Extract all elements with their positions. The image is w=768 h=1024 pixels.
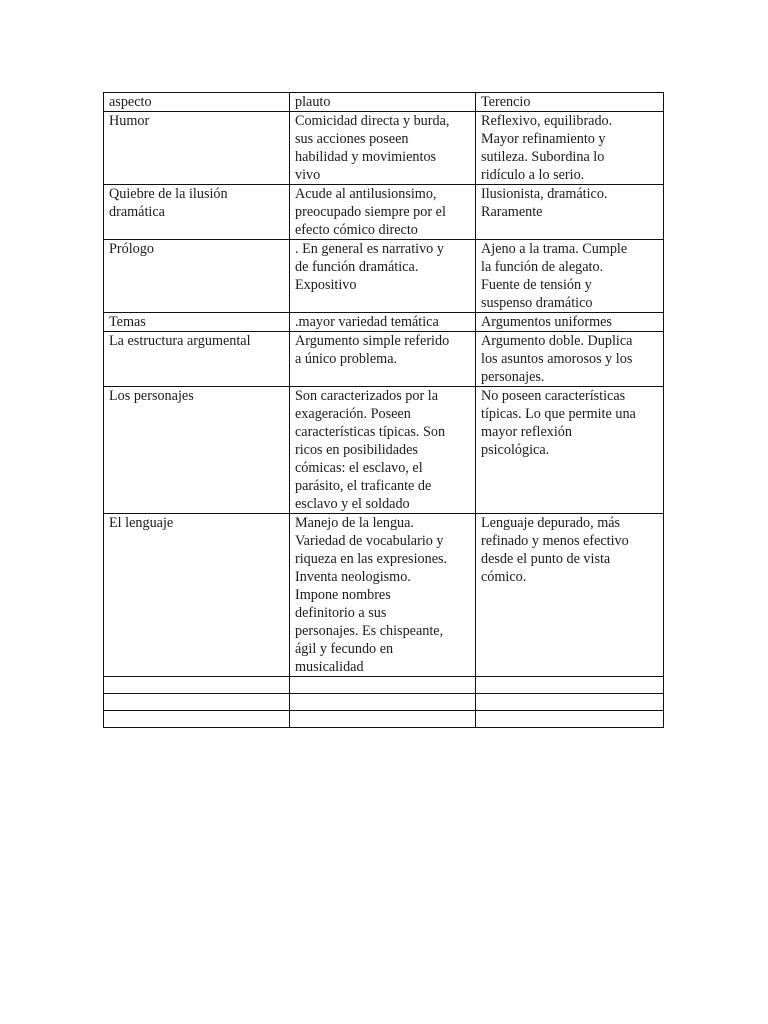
terencio-cell: Argumento doble. Duplica los asuntos amorosos y los personajes. (476, 332, 664, 387)
table-row-humor (104, 112, 664, 185)
aspect-cell: Humor (104, 112, 290, 185)
terencio-cell: No poseen características típicas. Lo que permite una mayor reflexión psicológica. (476, 387, 664, 514)
header-cell-plauto: plauto (290, 93, 476, 112)
plauto-cell: Comicidad directa y burda, sus acciones poseen habilidad y movimientos vivo (290, 112, 476, 185)
empty-cell (104, 677, 290, 694)
empty-cell (104, 711, 290, 728)
table-row-temas (104, 313, 664, 332)
empty-cell (290, 677, 476, 694)
table-row-empty (104, 677, 664, 694)
plauto-cell: Son caracterizados por la exageración. Poseen características típicas. Son ricos en posibilidades cómicas: el esclavo, el parásito, el traficante de esclavo y el soldado (290, 387, 476, 514)
table-row-empty (104, 711, 664, 728)
plauto-cell: .mayor variedad temática (290, 313, 476, 332)
header-cell-terencio: Terencio (476, 93, 664, 112)
plauto-cell: Argumento simple referido a único problema. (290, 332, 476, 387)
comparison-table (103, 92, 664, 728)
terencio-cell: Lenguaje depurado, más refinado y menos efectivo desde el punto de vista cómico. (476, 514, 664, 677)
empty-cell (104, 694, 290, 711)
aspect-cell: Prólogo (104, 240, 290, 313)
terencio-cell: Ilusionista, dramático. Raramente (476, 185, 664, 240)
table-row-estructura (104, 332, 664, 387)
terencio-cell: Argumentos uniformes (476, 313, 664, 332)
table-row-quiebre (104, 185, 664, 240)
aspect-cell: Quiebre de la ilusión dramática (104, 185, 290, 240)
empty-cell (476, 694, 664, 711)
table-row-empty (104, 694, 664, 711)
empty-cell (290, 711, 476, 728)
empty-cell (290, 694, 476, 711)
empty-cell (476, 677, 664, 694)
header-cell-aspecto: aspecto (104, 93, 290, 112)
table-row-prologo (104, 240, 664, 313)
table-row-lenguaje (104, 514, 664, 677)
empty-cell (476, 711, 664, 728)
aspect-cell: Los personajes (104, 387, 290, 514)
aspect-cell: El lenguaje (104, 514, 290, 677)
table-row-personajes (104, 387, 664, 514)
plauto-cell: Manejo de la lengua. Variedad de vocabulario y riqueza en las expresiones. Inventa neologismo. Impone nombres definitorio a sus personajes. Es chispeante, ágil y fecundo en musicalidad (290, 514, 476, 677)
plauto-cell: Acude al antilusionsimo, preocupado siempre por el efecto cómico directo (290, 185, 476, 240)
table-header-row (104, 93, 664, 112)
aspect-cell: La estructura argumental (104, 332, 290, 387)
aspect-cell: Temas (104, 313, 290, 332)
terencio-cell: Ajeno a la trama. Cumple la función de alegato. Fuente de tensión y suspenso dramático (476, 240, 664, 313)
plauto-cell: . En general es narrativo y de función dramática. Expositivo (290, 240, 476, 313)
terencio-cell: Reflexivo, equilibrado. Mayor refinamiento y sutileza. Subordina lo ridículo a lo serio. (476, 112, 664, 185)
